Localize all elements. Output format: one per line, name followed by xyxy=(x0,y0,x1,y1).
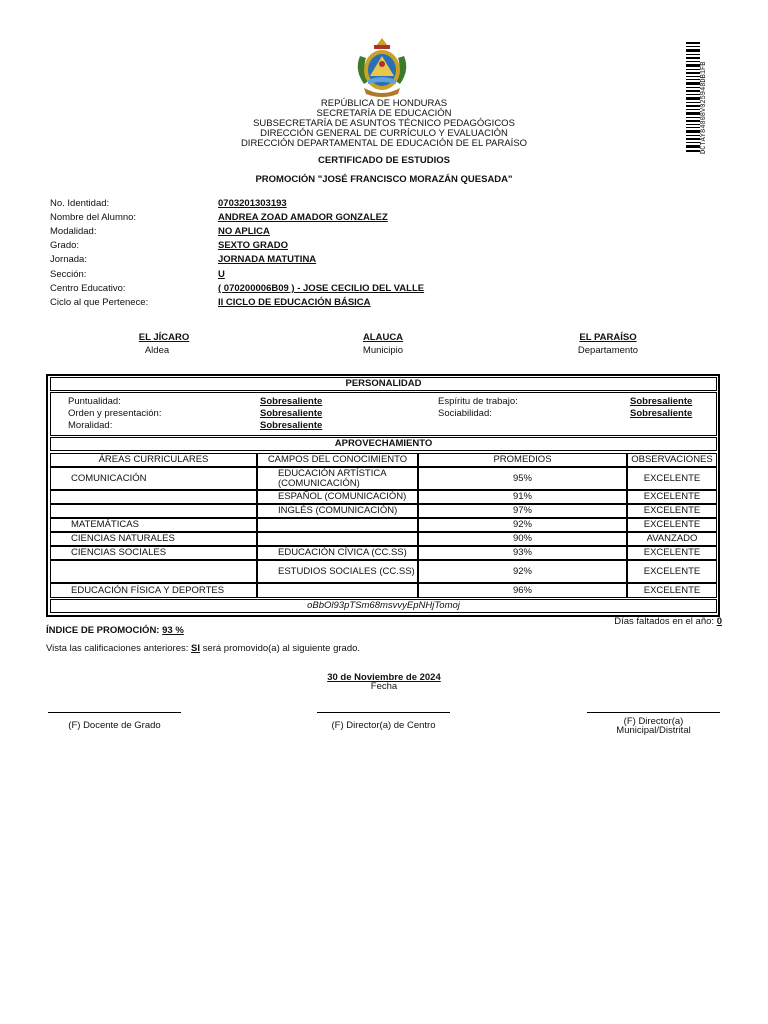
issue-date: 30 de Noviembre de 2024 xyxy=(327,672,441,683)
area-cell: CIENCIAS SOCIALES xyxy=(50,546,257,560)
trait-value: Sobresaliente xyxy=(260,408,323,419)
aprovechamiento-header xyxy=(50,437,717,451)
field-value: 0703201303193 xyxy=(218,198,287,209)
field-label: Nombre del Alumno: xyxy=(50,212,137,223)
field-label: Grado: xyxy=(50,240,80,251)
signature-line xyxy=(317,712,450,713)
trait-value: Sobresaliente xyxy=(630,396,693,407)
municipio-name: ALAUCA xyxy=(362,332,404,343)
indice-promocion xyxy=(46,626,184,636)
barcode-text: DCTAY84008V025948DB1FB xyxy=(700,61,708,154)
trait-value: Sobresaliente xyxy=(260,420,323,431)
indice-value: 93 % xyxy=(162,625,184,636)
field-value: U xyxy=(218,269,225,280)
column-header: PROMEDIOS xyxy=(418,453,627,467)
field-value: SEXTO GRADO xyxy=(218,240,289,251)
personalidad-title: PERSONALIDAD xyxy=(345,378,422,389)
signature-line xyxy=(48,712,181,713)
campo-cell: ESPAÑOL (COMUNICACIÓN) xyxy=(257,490,418,504)
aprovechamiento-title: APROVECHAMIENTO xyxy=(334,438,433,449)
departamento-label: Departamento xyxy=(577,345,639,356)
promedio-cell: 96% xyxy=(418,583,627,598)
aldea-label: Aldea xyxy=(144,345,170,356)
field-value: ANDREA ZOAD AMADOR GONZALEZ xyxy=(218,212,388,223)
observacion-cell: EXCELENTE xyxy=(627,546,717,560)
area-cell xyxy=(50,560,257,583)
observacion-cell: EXCELENTE xyxy=(627,490,717,504)
header-line: SUBSECRETARÍA DE ASUNTOS TÉCNICO PEDAGÓGICOS xyxy=(253,118,515,129)
area-cell xyxy=(50,490,257,504)
campo-cell xyxy=(257,532,418,546)
promedio-cell: 97% xyxy=(418,504,627,518)
field-label: Centro Educativo: xyxy=(50,283,126,294)
observacion-cell: EXCELENTE xyxy=(627,504,717,518)
column-header: OBSERVACIONES xyxy=(627,453,717,467)
municipio-label: Municipio xyxy=(362,345,404,356)
trait-value: Sobresaliente xyxy=(260,396,323,407)
field-value: NO APLICA xyxy=(218,226,270,237)
area-cell: EDUCACIÓN FÍSICA Y DEPORTES xyxy=(50,583,257,598)
promotion-text-before: Vista las calificaciones anteriores: xyxy=(46,643,189,654)
promotion-result: SI xyxy=(191,643,201,654)
observacion-cell: AVANZADO xyxy=(627,532,717,546)
observacion-cell: EXCELENTE xyxy=(627,583,717,598)
dias-faltados-value: 0 xyxy=(716,616,722,627)
promotion-text-after: será promovido(a) al siguiente grado. xyxy=(202,643,361,654)
trait-label: Sociabilidad: xyxy=(438,408,492,419)
campo-cell: ESTUDIOS SOCIALES (CC.SS) xyxy=(257,560,418,583)
signature-line xyxy=(587,712,720,713)
signature-director-municipal-2: Municipal/Distrital xyxy=(616,725,691,736)
column-header: ÁREAS CURRICULARES xyxy=(50,453,257,467)
observacion-cell: EXCELENTE xyxy=(627,560,717,583)
signature-director-municipal: (F) Director(a) xyxy=(623,716,684,727)
promotion-sentence xyxy=(46,644,360,654)
certificate-title: CERTIFICADO DE ESTUDIOS xyxy=(318,155,450,166)
field-value: JORNADA MATUTINA xyxy=(218,254,317,265)
field-label: No. Identidad: xyxy=(50,198,110,209)
promedio-cell: 93% xyxy=(418,546,627,560)
trait-label: Puntualidad: xyxy=(68,396,121,407)
area-cell: CIENCIAS NATURALES xyxy=(50,532,257,546)
header-line: REPÚBLICA DE HONDURAS xyxy=(320,98,448,109)
field-value: II CICLO DE EDUCACIÓN BÁSICA xyxy=(218,297,371,308)
dias-faltados-label: Días faltados en el año: xyxy=(614,616,715,627)
date-label: Fecha xyxy=(370,681,398,692)
coat-of-arms-seal xyxy=(350,36,414,100)
campo-cell: EDUCACIÓN ARTÍSTICA (COMUNICACIÓN) xyxy=(257,467,418,490)
field-label: Ciclo al que Pertenece: xyxy=(50,297,149,308)
field-label: Sección: xyxy=(50,269,87,280)
promedio-cell: 92% xyxy=(418,560,627,583)
field-label: Modalidad: xyxy=(50,226,97,237)
field-label: Jornada: xyxy=(50,254,87,265)
trait-value: Sobresaliente xyxy=(630,408,693,419)
signature-director-centro: (F) Director(a) de Centro xyxy=(331,720,436,731)
area-cell: COMUNICACIÓN xyxy=(50,467,257,490)
signature-docente: (F) Docente de Grado xyxy=(68,720,161,731)
area-cell xyxy=(50,504,257,518)
departamento-name: EL PARAÍSO xyxy=(579,332,637,343)
promotion-name: PROMOCIÓN "JOSÉ FRANCISCO MORAZÁN QUESADA" xyxy=(255,174,513,185)
promedio-cell: 90% xyxy=(418,532,627,546)
campo-cell xyxy=(257,518,418,532)
area-cell: MATEMÁTICAS xyxy=(50,518,257,532)
promedio-cell: 95% xyxy=(418,467,627,490)
promedio-cell: 92% xyxy=(418,518,627,532)
promedio-cell: 91% xyxy=(418,490,627,504)
dias-faltados xyxy=(560,617,722,627)
field-value: ( 070200006B09 ) - JOSE CECILIO DEL VALLE xyxy=(218,283,425,294)
column-header: CAMPOS DEL CONOCIMIENTO xyxy=(257,453,418,467)
trait-label: Moralidad: xyxy=(68,420,113,431)
campo-cell: INGLÉS (COMUNICACIÓN) xyxy=(257,504,418,518)
campo-cell xyxy=(257,583,418,598)
verification-code: oBbOl93pTSm68msvvyEpNHjTomoj xyxy=(50,599,717,613)
trait-label: Orden y presentación: xyxy=(68,408,162,419)
observacion-cell: EXCELENTE xyxy=(627,518,717,532)
personalidad-header xyxy=(50,377,717,391)
campo-cell: EDUCACIÓN CÍVICA (CC.SS) xyxy=(257,546,418,560)
aldea-name: EL JÍCARO xyxy=(138,332,190,343)
trait-label: Espíritu de trabajo: xyxy=(438,396,518,407)
header-line: SECRETARÍA DE EDUCACIÓN xyxy=(316,108,452,119)
observacion-cell: EXCELENTE xyxy=(627,467,717,490)
header-line: DIRECCIÓN GENERAL DE CURRÍCULO Y EVALUACIÓN xyxy=(260,128,508,139)
header-line: DIRECCIÓN DEPARTAMENTAL DE EDUCACIÓN DE EL PARAÍSO xyxy=(240,138,528,149)
header-block xyxy=(0,99,768,149)
indice-label: ÍNDICE DE PROMOCIÓN: xyxy=(46,625,160,636)
